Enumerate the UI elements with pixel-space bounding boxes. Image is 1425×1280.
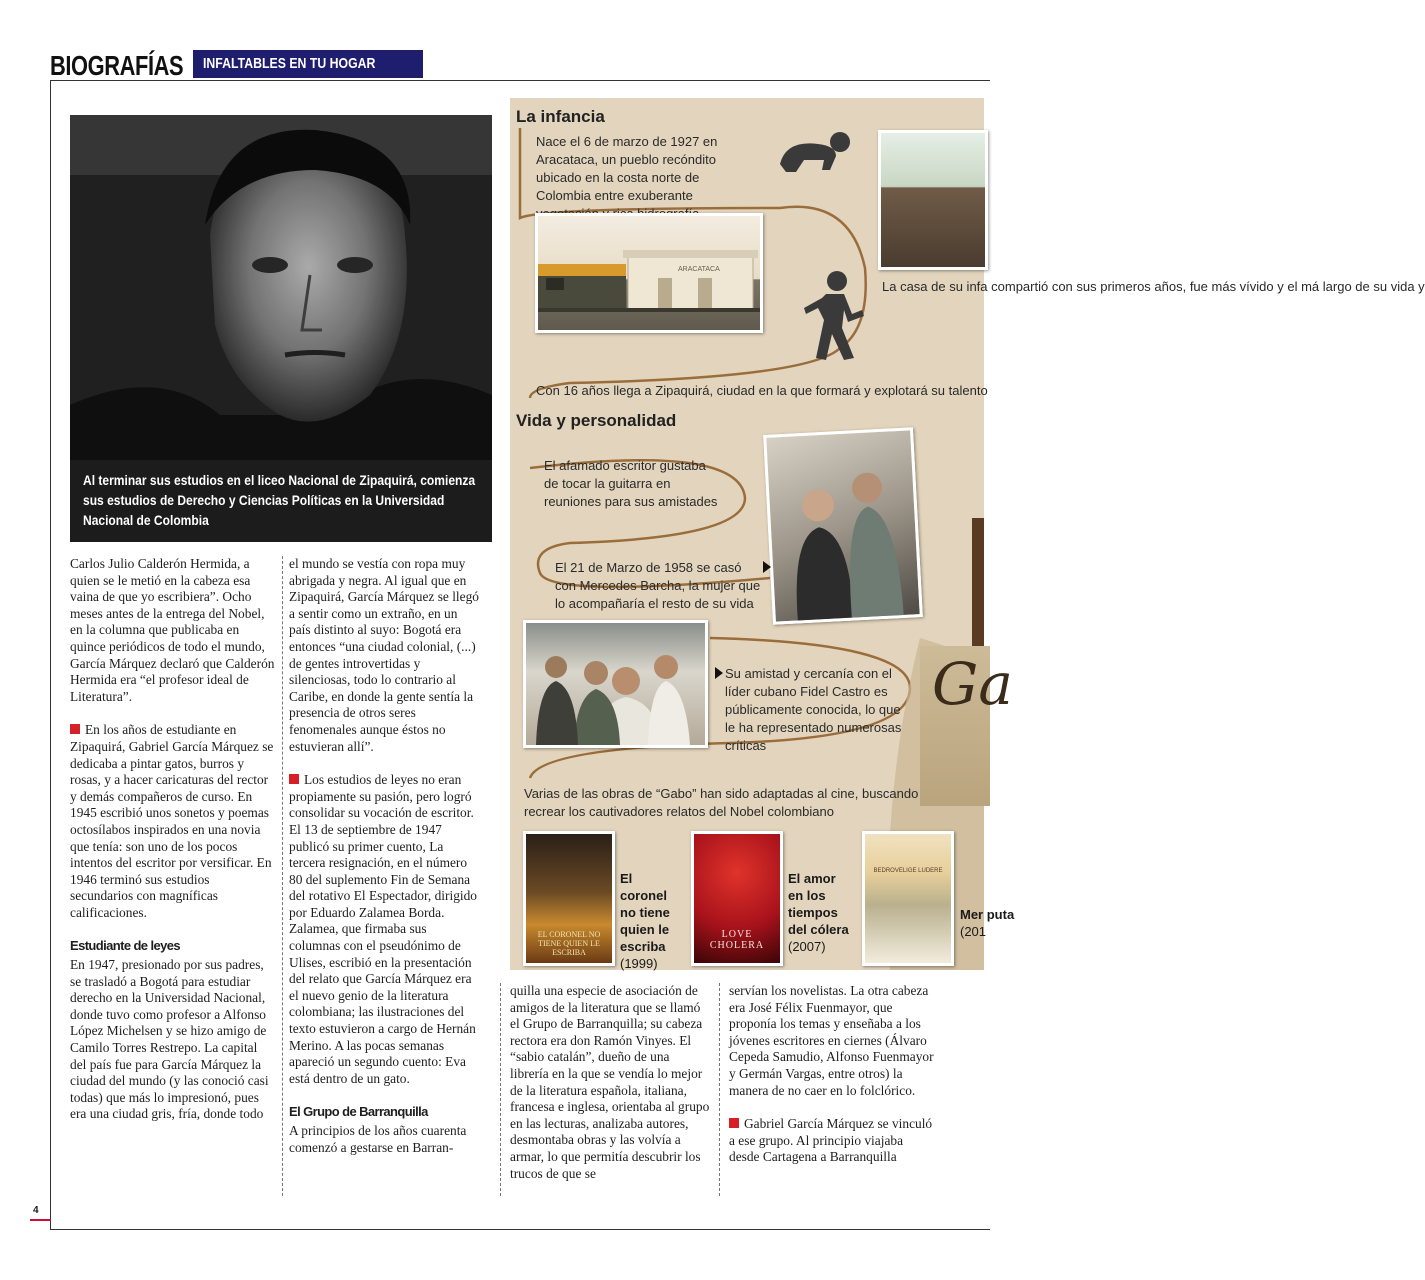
decorative-block [972, 518, 984, 658]
subheading: Estudiante de leyes [70, 938, 180, 954]
movie-title-coronel: El coronel no tiene quien le escriba (1999) [620, 871, 670, 971]
couple-illustration [766, 430, 919, 621]
castro-illustration [526, 623, 705, 745]
infancia-birth-text: Nace el 6 de marzo de 1927 en Aracataca, un pueblo recóndito ubicado en la costa norte de Colombia entre exuberante [536, 134, 718, 203]
infancia-house-text: La casa de su infa compartió con sus primeros años, fue más vívido y el má largo de su vida y [882, 279, 1425, 294]
section-header [50, 47, 376, 81]
biography-infographic [510, 98, 1425, 971]
red-bullet-icon [289, 774, 299, 784]
paragraph: Gabriel García Márquez se vinculó a ese grupo. Al principio viajaba desde Cartagena a Barranquilla [729, 1116, 933, 1165]
subheading: El Grupo de Barranquilla [289, 1104, 428, 1120]
article-column-1 [70, 556, 275, 1140]
paragraph: En los años de estudiante en Zipaquirá, Gabriel García Márquez se dedicaba a pintar gatos, burros y rosas, y a hacer caricaturas del rector y demás compañeros de curso. En 1945 escribió unos sonetos y poemas octosílabos inspirados en una novia que tenía: son uno de los pocos intentos del escritor por versificar. En 1946 terminó sus estudios secundarios con magníficas calificaciones. [70, 722, 274, 920]
section-tag: INFALTABLES EN TU HOGAR [193, 50, 423, 78]
red-bullet-icon [729, 1118, 739, 1128]
infancia-title: La infancia [516, 107, 605, 126]
vida-married-text: El 21 de Marzo de 1958 se casó con Mercedes Barcha, la mujer que lo acompañaría el resto de su vida [555, 560, 761, 611]
poster-title: LOVE CHOLERA [709, 929, 765, 951]
portrait-photo [70, 115, 492, 460]
column-divider [282, 556, 283, 1196]
movie-poster-coronel [523, 831, 615, 966]
movie-title-memoria: Mer puta (201 [960, 907, 1015, 939]
page-number-rule [30, 1219, 51, 1221]
movie-poster-amor [691, 831, 783, 966]
article-column-4 [729, 983, 934, 1183]
childhood-house-photo [878, 130, 988, 270]
cine-intro-text: Varias de las obras de “Gabo” han sido adaptadas al cine, buscando recrear los cautivadores relatos del Nobel colombiano [524, 786, 919, 819]
portrait-illustration [70, 115, 492, 460]
train-station-illustration [538, 216, 760, 330]
red-bullet-icon [70, 724, 80, 734]
column-divider [500, 983, 501, 1196]
station-sign: ARACATACA [678, 266, 720, 273]
section-title: BIOGRAFÍAS [50, 50, 184, 81]
movie-poster-memoria [862, 831, 954, 966]
arrow-right-icon [715, 667, 723, 679]
couple-photo [763, 427, 923, 625]
vida-castro-text: Su amistad y cercanía con el líder cubano Fidel Castro es públicamente conocida, lo que le ha representado numerosas críticas [725, 666, 902, 753]
poster-title: EL CORONEL NO TIENE QUIEN LE ESCRIBA [537, 930, 601, 957]
infancia-zipaquira-text: Con 16 años llega a Zipaquirá, ciudad en la que formará y explotará su talento [536, 383, 988, 398]
paragraph: Carlos Julio Calderón Hermida, a quien se le metió en la cabeza esa vaina de que yo escribiera”. Ocho meses antes de la entrega del Nobel, en la columna que publicaba en quince periódicos de todo el mundo, García Márquez declaró que Calderón Hermida era “el profesor ideal de Literatura”. [70, 556, 275, 704]
poster-title: BEDROVELIGE LUDERE [873, 868, 943, 874]
paragraph: A principios de los años cuarenta comenzó a gestarse en Barran- [289, 1123, 467, 1155]
signature-panel [920, 646, 1013, 806]
article-column-2 [289, 556, 481, 1173]
paragraph: servían los novelistas. La otra cabeza era José Félix Fuenmayor, que proponía los temas y enseñaba a los jóvenes escritores en ciernes (Álvaro Cepeda Samudio, Alfonso Fuenmayor y Germán Vargas, entre otros) la manera de no caer en lo folclórico. [729, 983, 934, 1098]
paragraph: el mundo se vestía con ropa muy abrigada y negra. Al igual que en Zipaquirá, García Márquez se llegó a sentir como un extraño, en un país distinto al suyo: Bogotá era entonces “una ciudad colonial, (...) de gentes introvertidas y silenciosas, todo lo contrario al Caribe, en donde la gente sentía la presencia de otros seres fenomenales aunque éstos no estuvieran allí”. [289, 556, 479, 754]
article-column-3 [510, 983, 710, 1199]
arrow-right-icon [763, 561, 771, 573]
train-station-photo [535, 213, 763, 333]
castro-photo [523, 620, 708, 748]
paragraph: Los estudios de leyes no eran propiamente su pasión, pero logró consolidar su vocación de escritor. El 13 de septiembre de 1947 publicó su primer cuento, La tercera resignación, en el número 80 del suplemento Fin de Semana del rotativo El Espectador, dirigido por Eduardo Zalamea Borda. Zalamea, que firmaba sus columnas con el pseudónimo de Ulises, escribió en la presentación del relato que García Márquez era el nuevo genio de la literatura colombiana; las ilustraciones del texto estuvieron a cargo de Hernán Merino. A las pocas semanas apareció un segundo cuento: Eva está dentro de un gato. [289, 772, 477, 1086]
column-divider [719, 983, 720, 1196]
crawling-baby-icon [778, 130, 860, 174]
paragraph: En 1947, presionado por sus padres, se trasladó a Bogotá para estudiar derecho en la Universidad Nacional, donde tuvo como profesor a Alfonso López Michelsen y se hizo amigo de Camilo Torres Restrepo. La capital del país fue para García Márquez la ciudad del mundo (y las conoció casi todas) que más lo impresionó, pues era una ciudad gris, fría, donde todo [70, 957, 269, 1122]
movie-title-amor: El amor en los tiempos del cólera (2007) [788, 871, 849, 954]
vida-title: Vida y personalidad [516, 411, 677, 430]
photo-caption: Al terminar sus estudios en el liceo Nacional de Zipaquirá, comienza sus estudios de Derecho y Ciencias Políticas en la Universidad Nacional de Colombia [70, 460, 492, 542]
page-number: 4 [33, 1205, 39, 1216]
paragraph: quilla una especie de asociación de amigos de la literatura que se llamó el Grupo de Barranquilla; su cabeza rectora era don Ramón Vinyes. El “sabio catalán”, dueño de una librería en la que se vendía lo mejor de la literatura española, italiana, francesa e inglesa, orientaba al grupo en las lecturas, analizaba autores, desmontaba obras y las volvía a armar, lo que permitía descubrir los trucos de que se [510, 983, 710, 1181]
vida-guitar-text: El afamado escritor gustaba de tocar la guitarra en reuniones para sus amistades [544, 458, 718, 509]
running-child-icon [804, 270, 864, 360]
signature-script: Ga [932, 650, 1013, 718]
